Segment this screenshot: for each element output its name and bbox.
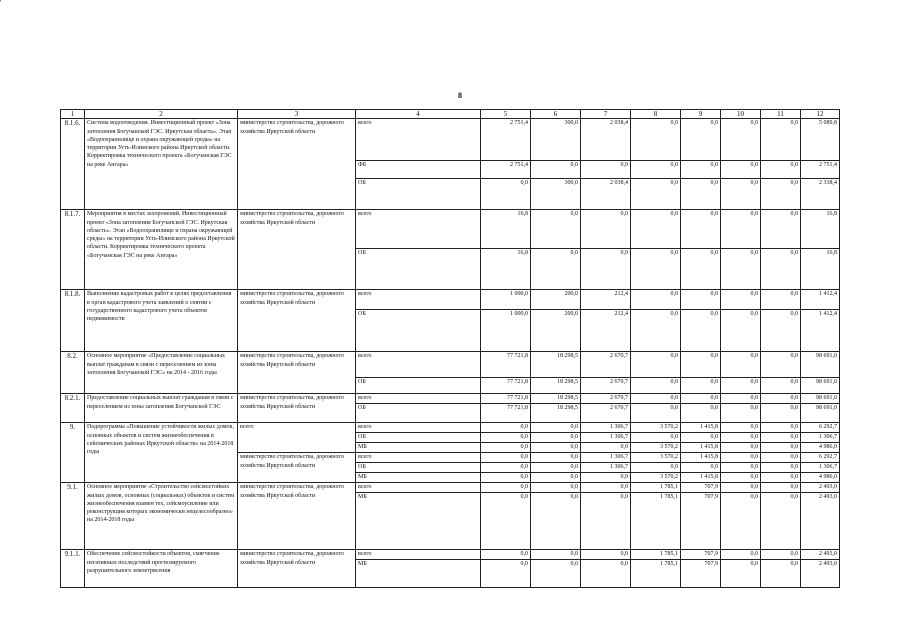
amount-cell: 0,0 bbox=[681, 179, 721, 210]
row-executor: министерство строительства, дорожного хозяйства Иркутской области bbox=[238, 394, 356, 423]
funding-source: ОБ bbox=[356, 179, 481, 210]
amount-cell: 0,0 bbox=[631, 352, 681, 378]
col-header: 7 bbox=[581, 110, 631, 119]
amount-cell: 0,0 bbox=[721, 179, 761, 210]
amount-cell: 0,0 bbox=[681, 404, 721, 423]
amount-cell: 98 691,0 bbox=[801, 378, 840, 394]
amount-cell: 0,0 bbox=[531, 161, 581, 179]
amount-cell: 1 000,0 bbox=[481, 310, 531, 352]
amount-cell: 0,0 bbox=[761, 210, 801, 249]
col-header: 5 bbox=[481, 110, 531, 119]
col-header: 10 bbox=[721, 110, 761, 119]
row-code: 9.1. bbox=[61, 483, 85, 550]
row-code: 8.2.1. bbox=[61, 394, 85, 423]
col-header: 9 bbox=[681, 110, 721, 119]
funding-source: ОБ bbox=[356, 463, 481, 473]
amount-cell: 0,0 bbox=[721, 249, 761, 290]
amount-cell: 2 751,4 bbox=[801, 161, 840, 179]
amount-cell: 0,0 bbox=[721, 483, 761, 493]
amount-cell: 0,0 bbox=[631, 394, 681, 404]
funding-source: ОБ bbox=[356, 249, 481, 290]
amount-cell: 707,9 bbox=[681, 493, 721, 550]
amount-cell: 0,0 bbox=[721, 394, 761, 404]
amount-cell: 0,0 bbox=[761, 290, 801, 310]
amount-cell: 1 306,7 bbox=[581, 423, 631, 433]
amount-cell: 212,4 bbox=[581, 290, 631, 310]
amount-cell: 0,0 bbox=[581, 550, 631, 560]
amount-cell: 0,0 bbox=[721, 352, 761, 378]
amount-cell: 0,0 bbox=[531, 550, 581, 560]
amount-cell: 4 986,0 bbox=[801, 443, 840, 453]
amount-cell: 0,0 bbox=[761, 463, 801, 473]
row-description: Предоставление социальных выплат гражданам в связи с переселением из зоны затопления Богучанской ГЭС bbox=[85, 394, 238, 423]
amount-cell: 0,0 bbox=[721, 443, 761, 453]
amount-cell: 1 415,8 bbox=[681, 473, 721, 483]
amount-cell: 0,0 bbox=[581, 473, 631, 483]
funding-source: МБ bbox=[356, 473, 481, 483]
amount-cell: 1 412,4 bbox=[801, 290, 840, 310]
amount-cell: 0,0 bbox=[681, 310, 721, 352]
amount-cell: 0,0 bbox=[681, 378, 721, 394]
col-header: 8 bbox=[631, 110, 681, 119]
amount-cell: 0,0 bbox=[761, 119, 801, 161]
amount-cell: 0,0 bbox=[681, 433, 721, 443]
amount-cell: 0,0 bbox=[761, 310, 801, 352]
amount-cell: 2 493,0 bbox=[801, 550, 840, 560]
table-row bbox=[61, 210, 840, 249]
amount-cell: 18 298,5 bbox=[531, 394, 581, 404]
amount-cell: 0,0 bbox=[631, 179, 681, 210]
amount-cell: 0,0 bbox=[531, 210, 581, 249]
amount-cell: 1 000,0 bbox=[481, 290, 531, 310]
amount-cell: 0,0 bbox=[581, 443, 631, 453]
amount-cell: 0,0 bbox=[721, 560, 761, 588]
amount-cell: 0,0 bbox=[721, 453, 761, 463]
amount-cell: 0,0 bbox=[631, 404, 681, 423]
amount-cell: 0,0 bbox=[581, 560, 631, 588]
row-executor: министерство строительства, дорожного хозяйства Иркутской области bbox=[238, 119, 356, 210]
amount-cell: 0,0 bbox=[761, 453, 801, 463]
amount-cell: 1 306,7 bbox=[581, 463, 631, 473]
amount-cell: 1 306,7 bbox=[581, 453, 631, 463]
amount-cell: 0,0 bbox=[531, 443, 581, 453]
funding-source: всего bbox=[356, 210, 481, 249]
amount-cell: 0,0 bbox=[721, 433, 761, 443]
amount-cell: 1 785,1 bbox=[631, 550, 681, 560]
amount-cell: 0,0 bbox=[581, 210, 631, 249]
amount-cell: 1 415,8 bbox=[681, 423, 721, 433]
row-code: 8.2. bbox=[61, 352, 85, 394]
amount-cell: 16,8 bbox=[801, 249, 840, 290]
table-row bbox=[61, 394, 840, 404]
amount-cell: 0,0 bbox=[481, 493, 531, 550]
amount-cell: 18 298,5 bbox=[531, 378, 581, 394]
amount-cell: 6 292,7 bbox=[801, 423, 840, 433]
amount-cell: 1 415,8 bbox=[681, 453, 721, 463]
amount-cell: 16,8 bbox=[481, 210, 531, 249]
amount-cell: 5 089,8 bbox=[801, 119, 840, 161]
amount-cell: 0,0 bbox=[721, 290, 761, 310]
funding-source: ФБ bbox=[356, 161, 481, 179]
amount-cell: 0,0 bbox=[481, 473, 531, 483]
col-header: 12 bbox=[801, 110, 840, 119]
amount-cell: 0,0 bbox=[531, 560, 581, 588]
amount-cell: 0,0 bbox=[631, 249, 681, 290]
amount-cell: 0,0 bbox=[721, 378, 761, 394]
amount-cell: 2 038,4 bbox=[581, 119, 631, 161]
amount-cell: 0,0 bbox=[721, 210, 761, 249]
funding-source: всего bbox=[356, 453, 481, 463]
amount-cell: 16,8 bbox=[801, 210, 840, 249]
amount-cell: 0,0 bbox=[481, 453, 531, 463]
row-description: Мероприятия в местах захоронений. Инвестиционный проект «Зона затопления Богучанской ГЭС. Иркутская область». Этап «Водоохранилище и охрана окружающей среды» на территории Усть-Илимского района Иркутской области. Корректировка технического проекта «Богучанская ГЭС на реке Ангара» bbox=[85, 210, 238, 290]
funding-source: МБ bbox=[356, 560, 481, 588]
amount-cell: 77 721,8 bbox=[481, 352, 531, 378]
amount-cell: 0,0 bbox=[721, 119, 761, 161]
page-number: 8 bbox=[458, 91, 462, 100]
amount-cell: 0,0 bbox=[531, 473, 581, 483]
amount-cell: 1 306,7 bbox=[581, 433, 631, 443]
row-executor: министерство строительства, дорожного хозяйства Иркутской области bbox=[238, 210, 356, 290]
amount-cell: 300,0 bbox=[531, 179, 581, 210]
amount-cell: 0,0 bbox=[761, 493, 801, 550]
col-header: 6 bbox=[531, 110, 581, 119]
table-row bbox=[61, 550, 840, 560]
amount-cell: 0,0 bbox=[581, 483, 631, 493]
col-header: 11 bbox=[761, 110, 801, 119]
amount-cell: 3 570,2 bbox=[631, 473, 681, 483]
amount-cell: 0,0 bbox=[761, 473, 801, 483]
amount-cell: 1 306,7 bbox=[801, 433, 840, 443]
table-row bbox=[61, 423, 840, 433]
amount-cell: 77 721,8 bbox=[481, 378, 531, 394]
amount-cell: 0,0 bbox=[761, 423, 801, 433]
amount-cell: 0,0 bbox=[761, 179, 801, 210]
amount-cell: 2 338,4 bbox=[801, 179, 840, 210]
amount-cell: 0,0 bbox=[681, 161, 721, 179]
amount-cell: 2 493,0 bbox=[801, 483, 840, 493]
amount-cell: 77 721,8 bbox=[481, 394, 531, 404]
amount-cell: 3 570,2 bbox=[631, 453, 681, 463]
amount-cell: 0,0 bbox=[721, 423, 761, 433]
amount-cell: 6 292,7 bbox=[801, 453, 840, 463]
row-executor: министерство строительства, дорожного хозяйства Иркутской области bbox=[238, 453, 356, 483]
amount-cell: 2 670,7 bbox=[581, 394, 631, 404]
amount-cell: 0,0 bbox=[721, 161, 761, 179]
row-description: Основное мероприятие «Предоставление социальных выплат гражданам в связи с переселением из зоны затопления Богучанской ГЭС» на 2014 - 2016 годы bbox=[85, 352, 238, 394]
amount-cell: 2 493,0 bbox=[801, 493, 840, 550]
table-row bbox=[61, 483, 840, 493]
amount-cell: 0,0 bbox=[481, 179, 531, 210]
amount-cell: 212,4 bbox=[581, 310, 631, 352]
amount-cell: 0,0 bbox=[681, 249, 721, 290]
amount-cell: 0,0 bbox=[531, 493, 581, 550]
amount-cell: 707,9 bbox=[681, 550, 721, 560]
amount-cell: 2 038,4 bbox=[581, 179, 631, 210]
amount-cell: 1 415,8 bbox=[681, 443, 721, 453]
amount-cell: 16,8 bbox=[481, 249, 531, 290]
row-description: Обеспечение сейсмостойкости объектов, смягчение негативных последствий прогнозируемого разрушительного землетрясения bbox=[85, 550, 238, 588]
amount-cell: 0,0 bbox=[481, 550, 531, 560]
amount-cell: 0,0 bbox=[581, 493, 631, 550]
row-executor: министерство строительства, дорожного хозяйства Иркутской области bbox=[238, 550, 356, 588]
col-header: 3 bbox=[238, 110, 356, 119]
amount-cell: 0,0 bbox=[631, 161, 681, 179]
funding-source: всего bbox=[356, 394, 481, 404]
amount-cell: 707,9 bbox=[681, 560, 721, 588]
amount-cell: 0,0 bbox=[721, 310, 761, 352]
amount-cell: 0,0 bbox=[761, 443, 801, 453]
amount-cell: 1 785,1 bbox=[631, 560, 681, 588]
header-row bbox=[61, 110, 840, 119]
amount-cell: 0,0 bbox=[721, 550, 761, 560]
amount-cell: 0,0 bbox=[761, 378, 801, 394]
amount-cell: 0,0 bbox=[761, 560, 801, 588]
amount-cell: 0,0 bbox=[761, 404, 801, 423]
amount-cell: 0,0 bbox=[631, 310, 681, 352]
col-header: 1 bbox=[61, 110, 85, 119]
amount-cell: 18 298,5 bbox=[531, 404, 581, 423]
amount-cell: 707,9 bbox=[681, 483, 721, 493]
amount-cell: 98 691,0 bbox=[801, 352, 840, 378]
funding-source: МБ bbox=[356, 493, 481, 550]
row-executor: всего bbox=[238, 423, 356, 453]
funding-source: всего bbox=[356, 290, 481, 310]
amount-cell: 0,0 bbox=[481, 560, 531, 588]
amount-cell: 2 670,7 bbox=[581, 404, 631, 423]
amount-cell: 0,0 bbox=[721, 473, 761, 483]
funding-source: всего bbox=[356, 352, 481, 378]
amount-cell: 200,0 bbox=[531, 310, 581, 352]
row-code: 9.1.1. bbox=[61, 550, 85, 588]
amount-cell: 300,0 bbox=[531, 119, 581, 161]
amount-cell: 2 751,4 bbox=[481, 161, 531, 179]
amount-cell: 1 412,4 bbox=[801, 310, 840, 352]
row-code: 8.1.8. bbox=[61, 290, 85, 352]
amount-cell: 0,0 bbox=[631, 463, 681, 473]
row-description: Основное мероприятие «Строительство сейсмостойких жилых домов, основных (социальных) объектов и систем жизнеобеспечения взамен тех, сейсмоусиление или реконструкция которых экономически нецелесообразно» на 2014-2018 годы bbox=[85, 483, 238, 550]
amount-cell: 3 570,2 bbox=[631, 423, 681, 433]
amount-cell: 0,0 bbox=[681, 352, 721, 378]
row-code: 9. bbox=[61, 423, 85, 483]
funding-source: ОБ bbox=[356, 404, 481, 423]
col-header: 2 bbox=[85, 110, 238, 119]
row-executor: министерство строительства, дорожного хозяйства Иркутской области bbox=[238, 290, 356, 352]
amount-cell: 0,0 bbox=[681, 210, 721, 249]
amount-cell: 0,0 bbox=[681, 290, 721, 310]
table-row bbox=[61, 290, 840, 310]
amount-cell: 200,0 bbox=[531, 290, 581, 310]
amount-cell: 0,0 bbox=[681, 463, 721, 473]
amount-cell: 98 691,0 bbox=[801, 404, 840, 423]
amount-cell: 77 721,8 bbox=[481, 404, 531, 423]
amount-cell: 0,0 bbox=[721, 404, 761, 423]
funding-source: ОБ bbox=[356, 378, 481, 394]
amount-cell: 0,0 bbox=[721, 463, 761, 473]
amount-cell: 4 986,0 bbox=[801, 473, 840, 483]
amount-cell: 3 570,2 bbox=[631, 443, 681, 453]
amount-cell: 0,0 bbox=[481, 443, 531, 453]
row-executor: министерство строительства, дорожного хозяйства Иркутской области bbox=[238, 483, 356, 550]
table-row bbox=[61, 352, 840, 378]
amount-cell: 0,0 bbox=[631, 210, 681, 249]
amount-cell: 0,0 bbox=[531, 249, 581, 290]
amount-cell: 0,0 bbox=[681, 119, 721, 161]
amount-cell: 2 751,4 bbox=[481, 119, 531, 161]
amount-cell: 0,0 bbox=[531, 433, 581, 443]
row-code: 8.1.6. bbox=[61, 119, 85, 210]
row-description: Выполнение кадастровых работ в целях предоставления в орган кадастрового учета заявлений о снятии с государственного кадастрового учета объектов недвижимости bbox=[85, 290, 238, 352]
funding-source: ОБ bbox=[356, 310, 481, 352]
row-code: 8.1.7. bbox=[61, 210, 85, 290]
funding-source: МБ bbox=[356, 443, 481, 453]
amount-cell: 1 785,1 bbox=[631, 493, 681, 550]
amount-cell: 1 785,1 bbox=[631, 483, 681, 493]
budget-table bbox=[60, 109, 840, 588]
amount-cell: 0,0 bbox=[761, 483, 801, 493]
amount-cell: 0,0 bbox=[721, 493, 761, 550]
amount-cell: 0,0 bbox=[481, 423, 531, 433]
row-executor: министерство строительства, дорожного хозяйства Иркутской области bbox=[238, 352, 356, 394]
amount-cell: 2 493,0 bbox=[801, 560, 840, 588]
amount-cell: 98 691,0 bbox=[801, 394, 840, 404]
col-header: 4 bbox=[356, 110, 481, 119]
amount-cell: 0,0 bbox=[761, 550, 801, 560]
amount-cell: 2 670,7 bbox=[581, 378, 631, 394]
amount-cell: 1 306,7 bbox=[801, 463, 840, 473]
amount-cell: 0,0 bbox=[581, 161, 631, 179]
amount-cell: 0,0 bbox=[531, 453, 581, 463]
amount-cell: 0,0 bbox=[761, 394, 801, 404]
funding-source: всего bbox=[356, 550, 481, 560]
amount-cell: 0,0 bbox=[531, 483, 581, 493]
row-description: Система водоотведения. Инвестиционный проект «Зона затопления Богучанской ГЭС. Иркутская область». Этап «Водоохранилище и охрана окружающей среды» на территории Усть-Илимского района Иркутской области. Корректировка технического проекта «Богучанская ГЭС на реке Ангара» bbox=[85, 119, 238, 210]
amount-cell: 0,0 bbox=[631, 378, 681, 394]
funding-source: всего bbox=[356, 423, 481, 433]
amount-cell: 0,0 bbox=[761, 249, 801, 290]
amount-cell: 0,0 bbox=[761, 433, 801, 443]
amount-cell: 0,0 bbox=[481, 433, 531, 443]
funding-source: всего bbox=[356, 119, 481, 161]
corner-mark: ' bbox=[0, 0, 2, 7]
funding-source: всего bbox=[356, 483, 481, 493]
table-row bbox=[61, 119, 840, 161]
amount-cell: 2 670,7 bbox=[581, 352, 631, 378]
amount-cell: 0,0 bbox=[681, 394, 721, 404]
amount-cell: 0,0 bbox=[481, 463, 531, 473]
amount-cell: 0,0 bbox=[631, 290, 681, 310]
amount-cell: 0,0 bbox=[761, 161, 801, 179]
amount-cell: 0,0 bbox=[761, 352, 801, 378]
amount-cell: 0,0 bbox=[481, 483, 531, 493]
amount-cell: 18 298,5 bbox=[531, 352, 581, 378]
funding-source: ОБ bbox=[356, 433, 481, 443]
amount-cell: 0,0 bbox=[531, 423, 581, 433]
amount-cell: 0,0 bbox=[631, 433, 681, 443]
amount-cell: 0,0 bbox=[581, 249, 631, 290]
row-description: Подпрограмма «Повышение устойчивости жилых домов, основных объектов и систем жизнеобеспечения в сейсмических районах Иркутской области» на 2014-2018 годы bbox=[85, 423, 238, 483]
amount-cell: 0,0 bbox=[531, 463, 581, 473]
amount-cell: 0,0 bbox=[631, 119, 681, 161]
